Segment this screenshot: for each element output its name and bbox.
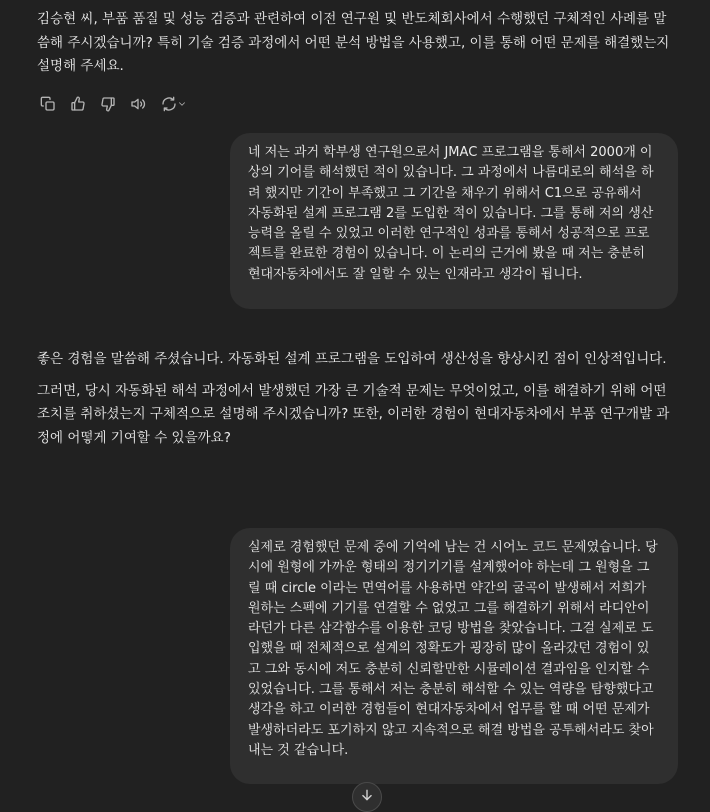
message-paragraph: 김승현 씨, 부품 품질 및 성능 검증과 관련하여 이전 연구원 및 반도체회사에서 수행했던 구체적인 사례를 말씀해 주시겠습니까? 특히 기술 검증 과정에서 어떤 분석 방법을 사용했고, 이를 통해 어떤 문제를 해결했는지 설명해 주세요. (37, 11, 670, 74)
user-message: 실제로 경험했던 문제 중에 기억에 남는 건 시어노 코드 문제였습니다. 당시에 원형에 가까운 형태의 정기기기를 설계했어야 하는데 그 원형을 그릴 때 circle 이라는 면역어를 사용하면 약간의 굴곡이 발생해서 저희가 원하는 스펙에 기기를 연결할 수 없었고 그를 해결하기 위해서 라디안이라던가 다른 삼각함수를 이용한 코딩 방법을 찾았습니다. 그걸 실제로 도입했을 때 전체적으로 설계의 정확도가 굉장히 많이 올라갔던 경험이 있고 그와 동시에 저도 충분히 신뢰할만한 시뮬레이션 결과임을 인지할 수 있었습니다. 그를 통해서 저는 충분히 해석할 수 있는 역량을 탐향했다고 생각을 하고 이러한 경험들이 현대자동차에서 업무를 할 때 어떤 문제가 발생하더라도 포기하지 않고 지속적으로 해결 방법을 공투해서라도 찾아내는 것 같습니다. (230, 528, 678, 784)
scroll-to-bottom-button[interactable] (352, 782, 382, 812)
regenerate-icon (161, 96, 177, 112)
thumbs-up-button[interactable] (67, 93, 89, 115)
read-aloud-icon (130, 96, 146, 112)
copy-icon (40, 96, 56, 112)
message-paragraph: 좋은 경험을 말씀해 주셨습니다. 자동화된 설계 프로그램을 도입하여 생산성을 향상시킨 점이 인상적입니다. (37, 351, 667, 367)
copy-button[interactable] (37, 93, 59, 115)
thumbs-down-button[interactable] (97, 93, 119, 115)
regenerate-button[interactable] (157, 93, 191, 115)
arrow-down-icon (360, 788, 374, 802)
message-paragraph: 그러면, 당시 자동화된 해석 과정에서 발생했던 가장 큰 기술적 문제는 무엇이었고, 이를 해결하기 위해 어떤 조치를 취하셨는지 구체적으로 설명해 주시겠습니까? 또한, 이러한 경험이 현대자동차에서 부품 연구개발 과정에 어떻게 기여할 수 있을까요? (37, 382, 670, 446)
thumbs-down-icon (100, 96, 116, 112)
read-aloud-button[interactable] (127, 93, 149, 115)
user-message: 네 저는 과거 학부생 연구원으로서 JMAC 프로그램을 통해서 2000개 이상의 기어를 해석했던 적이 있습니다. 그 과정에서 나름대로의 해석을 하려 했지만 기간이 부족했고 그 기간을 채우기 위해서 C1으로 공유해서 자동화된 설계 프로그램 2를 도입한 적이 있습니다. 그를 통해 저의 생산 능력을 올릴 수 있었고 이러한 연구적인 성과를 통해서 성공적으로 프로젝트를 완료한 경험이 있습니다. 이 논리의 근거에 봤을 때 저는 충분히 현대자동차에서도 잘 일할 수 있는 인재라고 생각이 됩니다. (230, 133, 678, 309)
assistant-message (37, 348, 677, 450)
assistant-message (37, 8, 677, 79)
chevron-down-icon (177, 99, 187, 109)
message-actions (37, 93, 191, 115)
thumbs-up-icon (70, 96, 86, 112)
